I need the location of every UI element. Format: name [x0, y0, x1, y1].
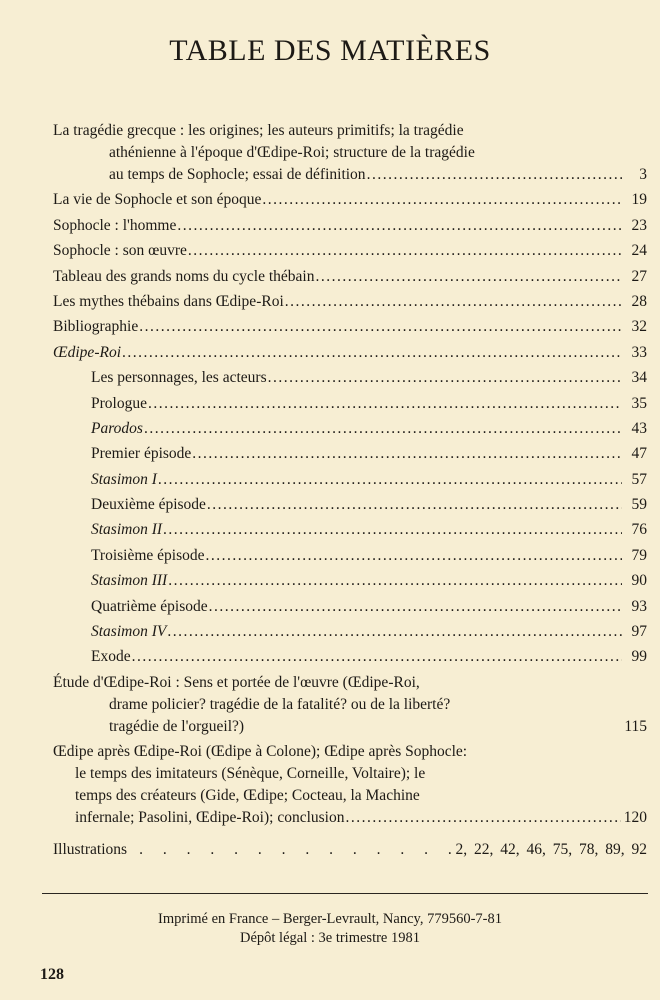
- toc-label: Les mythes thébains dans Œdipe-Roi: [53, 292, 284, 310]
- table-of-contents: [53, 120, 647, 865]
- page-ref: 23: [631, 216, 647, 234]
- toc-entry-line: drame policier? tragédie de la fatalité? ou de la liberté?: [109, 695, 451, 713]
- page-ref: 34: [631, 369, 647, 387]
- page-ref: 28: [631, 292, 647, 310]
- dot-leader: [177, 215, 622, 237]
- toc-subentry: [53, 393, 647, 415]
- dot-leader: [207, 494, 622, 516]
- toc-label: Stasimon III: [91, 572, 168, 590]
- toc-entry-etude: [53, 672, 647, 738]
- dot-leader: [188, 240, 622, 262]
- page-ref: 97: [631, 623, 647, 641]
- toc-entry: [53, 316, 647, 338]
- toc-label: Sophocle : l'homme: [53, 216, 177, 234]
- dot-leader: [262, 189, 622, 211]
- toc-label: Sophocle : son œuvre: [53, 242, 187, 260]
- toc-label: Illustrations: [53, 841, 128, 859]
- dot-leader: [367, 164, 622, 186]
- page-ref: 93: [631, 597, 647, 615]
- page-ref: 57: [631, 470, 647, 488]
- toc-subentry: [53, 646, 647, 668]
- toc-entry-line: au temps de Sophocle; essai de définition: [109, 166, 366, 183]
- toc-entry: [53, 189, 647, 211]
- toc-entry-illustrations: [53, 839, 647, 861]
- dot-leader: [268, 367, 622, 389]
- toc-entry-line: temps des créateurs (Gide, Œdipe; Cocteau, la Machine: [75, 787, 420, 805]
- page-ref: 90: [631, 572, 647, 590]
- toc-entry: [53, 342, 647, 364]
- dot-leader: [209, 596, 622, 618]
- toc-label: Deuxième épisode: [91, 496, 206, 514]
- toc-label: Tableau des grands noms du cycle thébain: [53, 267, 315, 285]
- dot-leader: [132, 646, 622, 668]
- illustration-pages: 2, 22, 42, 46, 75, 78, 89, 92: [455, 841, 647, 859]
- page-number: 128: [40, 966, 64, 983]
- toc-label: Stasimon I: [91, 470, 157, 488]
- toc-label: Les personnages, les acteurs: [91, 369, 267, 387]
- page-ref: 3: [639, 166, 647, 183]
- page-ref: 59: [631, 496, 647, 514]
- page-ref: 120: [623, 809, 647, 827]
- toc-entry-tragedie-grecque: [53, 120, 647, 186]
- dot-leader: [139, 316, 622, 338]
- page-ref: 79: [631, 546, 647, 564]
- toc-label: Premier épisode: [91, 445, 192, 463]
- page-ref: 33: [631, 343, 647, 361]
- toc-entry: [53, 240, 647, 262]
- toc-label: Exode: [91, 648, 131, 666]
- dot-leader: [345, 807, 620, 829]
- page-ref: 99: [631, 648, 647, 666]
- dot-leader: [127, 839, 455, 861]
- page-title: TABLE DES MATIÈRES: [169, 34, 491, 67]
- dot-leader: [158, 469, 622, 491]
- page-ref: 35: [631, 394, 647, 412]
- toc-label: Quatrième épisode: [91, 597, 208, 615]
- toc-entry-line: infernale; Pasolini, Œdipe-Roi); conclusion: [75, 809, 345, 827]
- dot-leader: [163, 519, 622, 541]
- toc-subentry: [53, 469, 647, 491]
- toc-entry-line: Étude d'Œdipe-Roi : Sens et portée de l'œuvre (Œdipe-Roi,: [53, 673, 420, 691]
- toc-subentry: [53, 418, 647, 440]
- page-ref: 19: [631, 191, 647, 209]
- toc-subentry: [53, 519, 647, 541]
- toc-label: Bibliographie: [53, 318, 139, 336]
- dot-leader: [167, 621, 622, 643]
- toc-label: Troisième épisode: [91, 546, 205, 564]
- toc-subentry: [53, 443, 647, 465]
- page-ref: 76: [631, 521, 647, 539]
- toc-subentry: [53, 621, 647, 643]
- dot-leader: [285, 291, 622, 313]
- dot-leader: [315, 266, 622, 288]
- toc-entry-line: La tragédie grecque : les origines; les auteurs primitifs; la tragédie: [53, 122, 464, 139]
- toc-label: Stasimon IV: [91, 623, 167, 641]
- toc-label: Parodos: [91, 419, 143, 437]
- toc-label: Stasimon II: [91, 521, 163, 539]
- toc-subentry: [53, 367, 647, 389]
- dot-leader: [148, 393, 622, 415]
- page-ref: 115: [624, 717, 647, 735]
- imprint: [0, 910, 660, 948]
- toc-subentry: [53, 570, 647, 592]
- toc-label: Prologue: [91, 394, 147, 412]
- toc-subentry: [53, 545, 647, 567]
- toc-entry-line: Œdipe après Œdipe-Roi (Œdipe à Colone); Œdipe après Sophocle:: [53, 743, 468, 761]
- imprint-line: Imprimé en France – Berger-Levrault, Nancy, 779560-7-81: [158, 911, 502, 927]
- toc-entry: [53, 291, 647, 313]
- dot-leader: [192, 443, 622, 465]
- toc-entry: [53, 215, 647, 237]
- toc-entry: [53, 266, 647, 288]
- page-ref: 32: [631, 318, 647, 336]
- dot-leader: [206, 545, 622, 567]
- toc-subentry: [53, 494, 647, 516]
- dot-leader: [168, 570, 622, 592]
- toc-entry-line: athénienne à l'époque d'Œdipe-Roi; structure de la tragédie: [109, 144, 475, 161]
- toc-entry-line: tragédie de l'orgueil?): [109, 717, 245, 735]
- toc-subentry: [53, 596, 647, 618]
- page-ref: 47: [631, 445, 647, 463]
- dot-leader: [122, 342, 622, 364]
- toc-entry-oedipe-apres: [53, 741, 647, 829]
- toc-label: La vie de Sophocle et son époque: [53, 191, 262, 209]
- dot-leader: [144, 418, 622, 440]
- page-ref: 43: [631, 419, 647, 437]
- page-ref: 27: [631, 267, 647, 285]
- toc-entry-line: le temps des imitateurs (Sénèque, Corneille, Voltaire); le: [75, 765, 426, 783]
- imprint-line: Dépôt légal : 3e trimestre 1981: [240, 930, 420, 946]
- page-ref: 24: [631, 242, 647, 260]
- divider: [42, 893, 648, 894]
- toc-label: Œdipe-Roi: [53, 343, 122, 361]
